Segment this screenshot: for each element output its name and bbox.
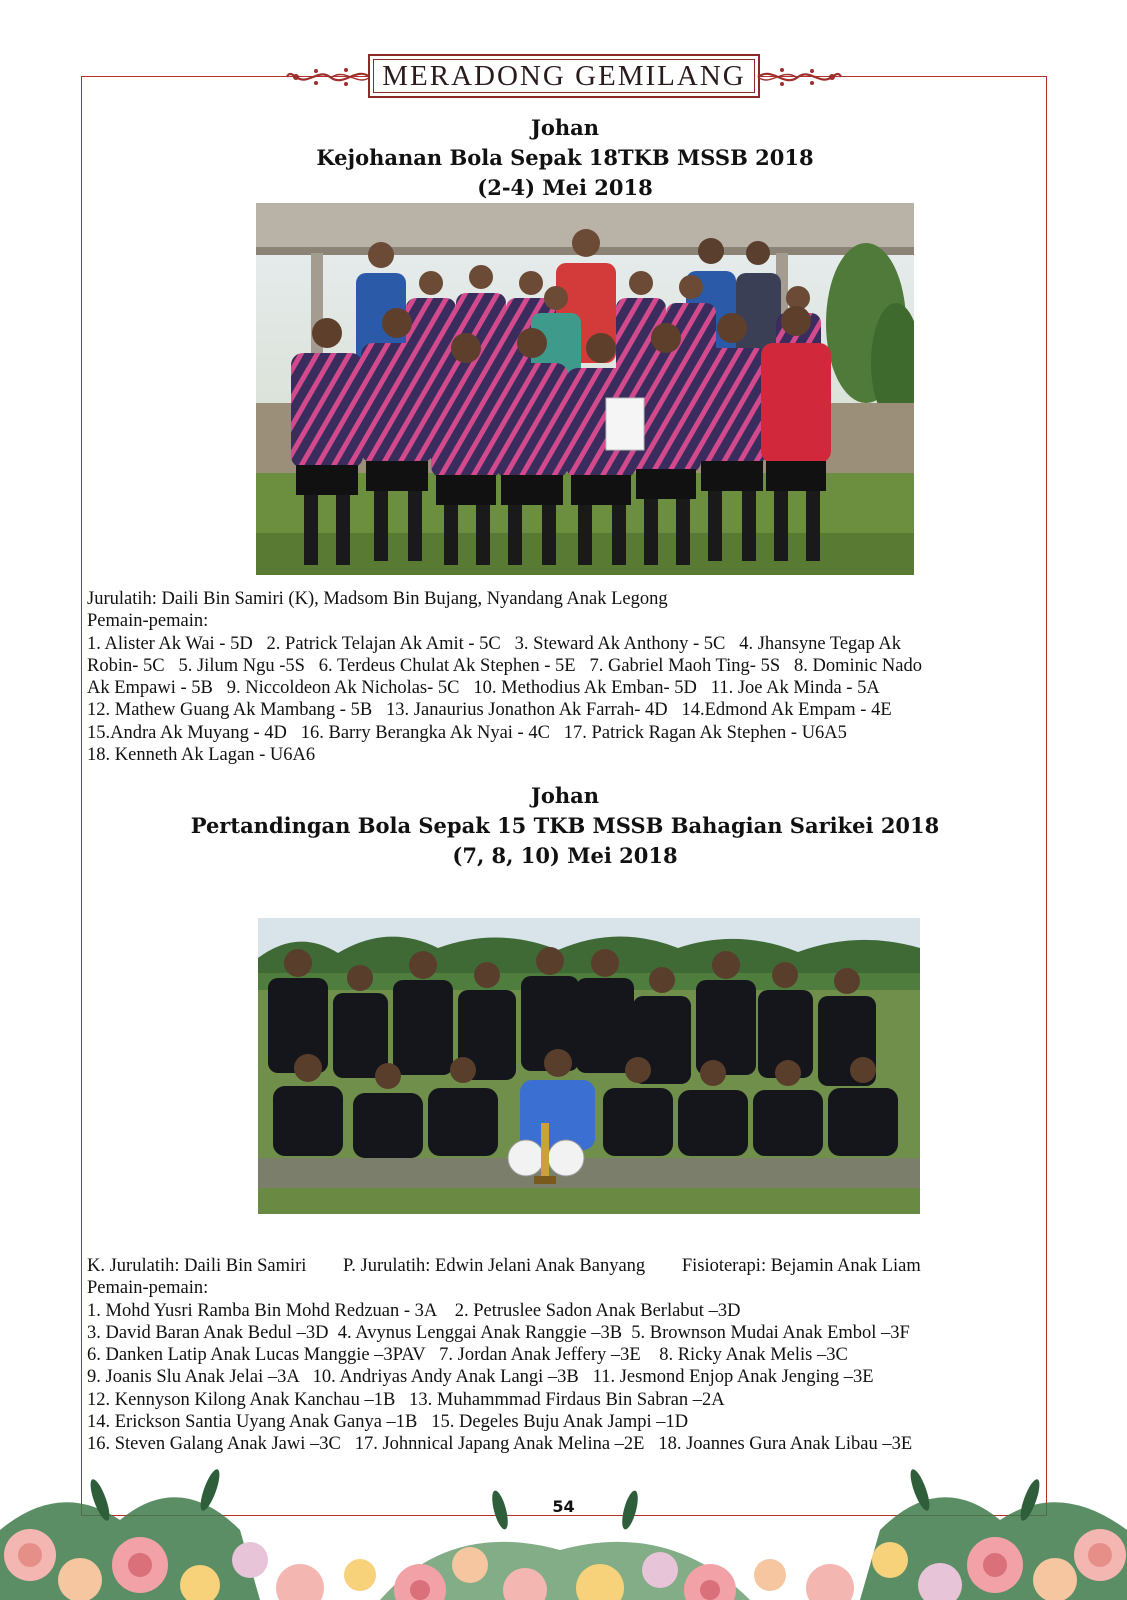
section2-player-line: 9. Joanis Slu Anak Jelai –3A 10. Andriyas Andy Anak Langi –3B 11. Jesmond Enjop Anak Jenging –3E (87, 1367, 874, 1388)
team-photo-2 (258, 918, 920, 1214)
section1-player-line: Robin- 5C 5. Jilum Ngu -5S 6. Terdeus Chulat Ak Stephen - 5E 7. Gabriel Maoh Ting- 5S 8. Dominic Nado (87, 655, 922, 676)
section1-player-line: 12. Mathew Guang Ak Mambang - 5B 13. Janaurius Jonathon Ak Farrah- 4D 14.Edmond Ak Empam - 4E (87, 700, 892, 721)
section1-heading-line2: Kejohanan Bola Sepak 18TKB MSSB 2018 (316, 145, 814, 170)
banner-title: MERADONG GEMILANG (368, 54, 760, 98)
section1-player-line: 18. Kenneth Ak Lagan - U6A6 (87, 745, 316, 766)
team-photo-icon (256, 203, 914, 575)
section2-players-label: Pemain-pemain: (87, 1278, 209, 1299)
section2-player-line: 3. David Baran Anak Bedul –3D 4. Avynus Lenggai Anak Ranggie –3B 5. Brownson Mudai Anak Embol –3F (87, 1322, 910, 1343)
section2-player-line: 16. Steven Galang Anak Jawi –3C 17. Johnnical Japang Anak Melina –2E 18. Joannes Gura Anak Libau –3E (87, 1434, 913, 1455)
section2-heading-line2: Pertandingan Bola Sepak 15 TKB MSSB Bahagian Sarikei 2018 (190, 813, 940, 838)
section2-staff (87, 1255, 1047, 1277)
flourish-right-icon (756, 60, 842, 94)
section2-head-coach: K. Jurulatih: Daili Bin Samiri (87, 1256, 307, 1276)
section2-player-line: 1. Mohd Yusri Ramba Bin Mohd Redzuan - 3A 2. Petruslee Sadon Anak Berlabut –3D (87, 1300, 741, 1321)
section1-text (87, 588, 1047, 766)
team-photo-icon (258, 918, 920, 1214)
flourish-left-icon (286, 60, 372, 94)
floral-border-icon (0, 1440, 1127, 1600)
section1-player-line: 15.Andra Ak Muyang - 4D 16. Barry Berangka Ak Nyai - 4C 17. Patrick Ragan Ak Stephen - U6A5 (87, 722, 847, 743)
section1-heading (90, 113, 1040, 203)
section1-player-line: Ak Empawi - 5B 9. Niccoldeon Ak Nicholas- 5C 10. Methodius Ak Emban- 5D 11. Joe Ak Minda - 5A (87, 678, 880, 699)
section2-physio: Fisioterapi: Bejamin Anak Liam (681, 1256, 921, 1276)
section2-text (87, 1255, 1047, 1456)
page-number: 54 (552, 1497, 575, 1516)
section2-heading (90, 781, 1040, 871)
section2-heading-line1: Johan (530, 783, 600, 808)
section2-assistant-coach: P. Jurulatih: Edwin Jelani Anak Banyang (343, 1256, 646, 1276)
header-banner (286, 52, 842, 102)
section2-heading-line3: (7, 8, 10) Mei 2018 (452, 843, 678, 868)
section1-heading-line1: Johan (530, 115, 600, 140)
section2-player-line: 14. Erickson Santia Uyang Anak Ganya –1B 15. Degeles Buju Anak Jampi –1D (87, 1412, 689, 1433)
team-photo-1 (256, 203, 914, 575)
section2-player-line: 12. Kennyson Kilong Anak Kanchau –1B 13. Muhammmad Firdaus Bin Sabran –2A (87, 1389, 725, 1410)
section2-player-line: 6. Danken Latip Anak Lucas Manggie –3PAV 7. Jordan Anak Jeffery –3E 8. Ricky Anak Melis –3C (87, 1345, 848, 1366)
section1-coaches: Jurulatih: Daili Bin Samiri (K), Madsom Bin Bujang, Nyandang Anak Legong (87, 589, 668, 609)
section1-players-label: Pemain-pemain: (87, 611, 209, 632)
section1-heading-line3: (2-4) Mei 2018 (477, 175, 653, 200)
section1-player-line: 1. Alister Ak Wai - 5D 2. Patrick Telajan Ak Amit - 5C 3. Steward Ak Anthony - 5C 4. Jhansyne Tegap Ak (87, 633, 901, 654)
